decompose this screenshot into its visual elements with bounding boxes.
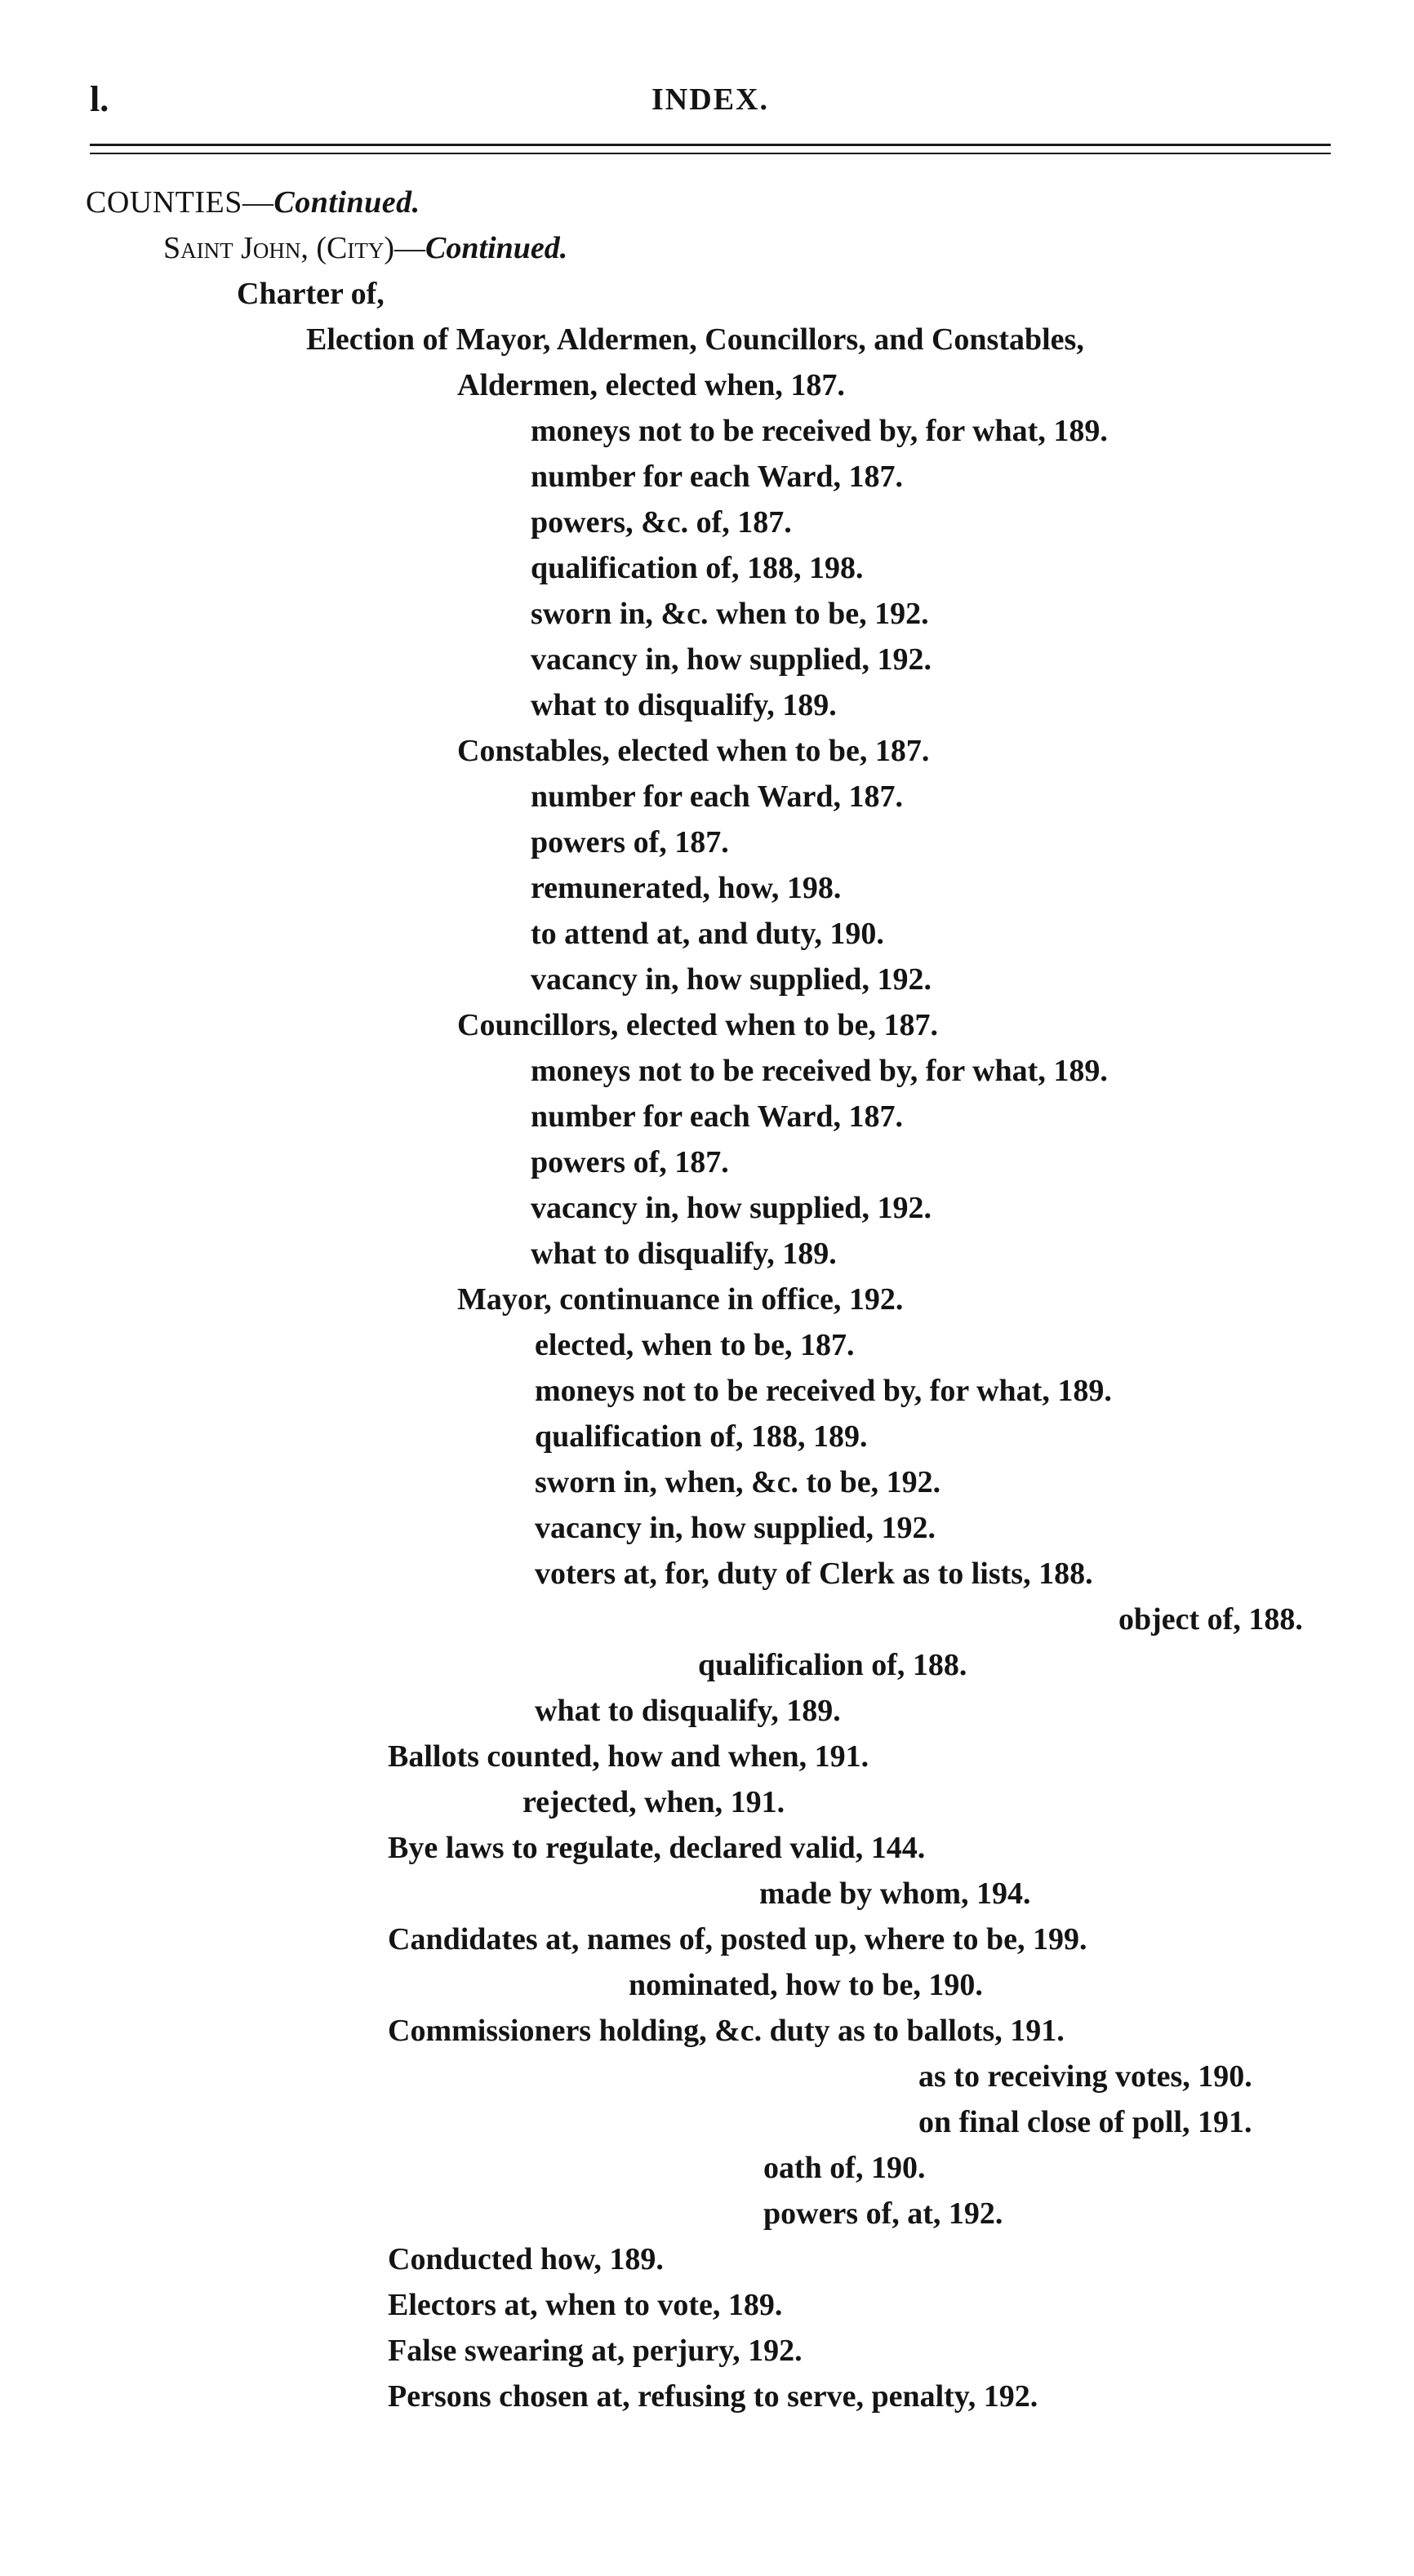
list-item: qualificalion of, 188. [698, 1648, 967, 1682]
list-item: voters at, for, duty of Clerk as to lists, 188. [535, 1557, 1093, 1591]
list-item: vacancy in, how supplied, 192. [535, 1511, 936, 1545]
list-item: sworn in, when, &c. to be, 192. [535, 1465, 941, 1499]
list-item: as to receiving votes, 190. [918, 2059, 1252, 2094]
page-header [90, 78, 1331, 127]
list-item: moneys not to be received by, for what, 189. [535, 1374, 1112, 1408]
running-head: INDEX. [651, 82, 769, 117]
list-item: remunerated, how, 198. [531, 871, 842, 905]
list-item: vacancy in, how supplied, 192. [531, 1191, 932, 1225]
list-item: nominated, how to be, 190. [629, 1968, 983, 2002]
entry-election: Election of Mayor, Aldermen, Councillors, and Constables, [306, 322, 1084, 357]
list-item: vacancy in, how supplied, 192. [531, 962, 932, 997]
entry-ballots: Ballots counted, how and when, 191. [388, 1739, 869, 1774]
entry-electors: Electors at, when to vote, 189. [388, 2288, 783, 2322]
list-item: powers, &c. of, 187. [531, 505, 792, 540]
entry-aldermen: Aldermen, elected when, 187. [457, 368, 845, 402]
list-item: powers of, at, 192. [763, 2196, 1003, 2231]
list-item: powers of, 187. [531, 825, 729, 859]
header-rule-thick [90, 144, 1331, 146]
entry-saint-john: Saint John, (City)—Continued. [163, 231, 568, 265]
entry-charter: Charter of, [237, 277, 385, 311]
entry-persons-chosen: Persons chosen at, refusing to serve, penalty, 192. [388, 2379, 1038, 2414]
list-item: on final close of poll, 191. [918, 2105, 1252, 2139]
entry-conducted: Conducted how, 189. [388, 2242, 664, 2276]
list-item: made by whom, 194. [759, 1876, 1031, 1911]
list-item: qualification of, 188, 198. [531, 551, 864, 585]
entry-mayor: Mayor, continuance in office, 192. [457, 1282, 904, 1317]
list-item: number for each Ward, 187. [531, 779, 904, 814]
list-item: elected, when to be, 187. [535, 1328, 855, 1362]
entry-false-swearing: False swearing at, perjury, 192. [388, 2334, 803, 2368]
entry-councillors: Councillors, elected when to be, 187. [457, 1008, 938, 1042]
list-item: object of, 188. [1118, 1602, 1303, 1637]
list-item: number for each Ward, 187. [531, 1099, 904, 1134]
entry-candidates: Candidates at, names of, posted up, where to be, 199. [388, 1922, 1087, 1956]
list-item: moneys not to be received by, for what, 189. [531, 414, 1108, 448]
list-item: powers of, 187. [531, 1145, 729, 1179]
list-item: rejected, when, 191. [522, 1785, 785, 1819]
list-item: sworn in, &c. when to be, 192. [531, 597, 929, 631]
list-item: moneys not to be received by, for what, 189. [531, 1054, 1108, 1088]
list-item: what to disqualify, 189. [531, 1237, 837, 1271]
list-item: vacancy in, how supplied, 192. [531, 642, 932, 677]
list-item: what to disqualify, 189. [531, 688, 837, 722]
header-rule-thin [90, 153, 1331, 154]
page-number: l. [90, 79, 109, 119]
list-item: oath of, 190. [763, 2151, 926, 2185]
entry-bye-laws: Bye laws to regulate, declared valid, 144. [388, 1831, 926, 1865]
list-item: qualification of, 188, 189. [535, 1419, 868, 1454]
list-item: to attend at, and duty, 190. [531, 917, 884, 951]
entry-commissioners: Commissioners holding, &c. duty as to ballots, 191. [388, 2014, 1065, 2048]
entry-counties: COUNTIES—Continued. [86, 185, 420, 220]
entry-constables: Constables, elected when to be, 187. [457, 734, 930, 768]
list-item: number for each Ward, 187. [531, 460, 904, 494]
list-item: what to disqualify, 189. [535, 1694, 841, 1728]
